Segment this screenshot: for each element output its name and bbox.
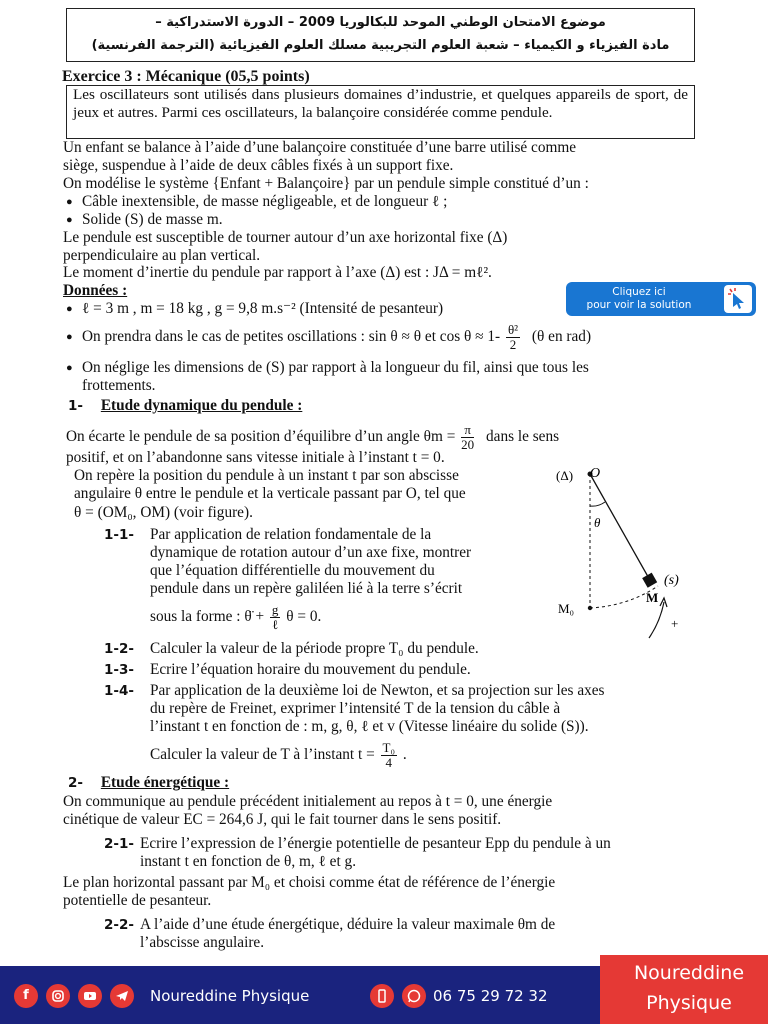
- header-line-2: مادة الفيزياء و الكيمياء – شعبة العلوم التجريبية مسلك العلوم الفيزيائية (الترجمة الفرنسية): [91, 38, 670, 53]
- solution-button[interactable]: [566, 282, 756, 316]
- para-line-5: perpendiculaire au plan vertical.: [63, 247, 261, 264]
- q22-line-2: l’abscisse angulaire.: [140, 934, 265, 951]
- donnee-2-unit: (θ en rad): [531, 328, 592, 346]
- q14-line-2: du repère de Freinet, exprimer l’intensité T de la tension du câble à: [150, 700, 561, 717]
- axis-label: (Δ): [556, 468, 574, 483]
- part2-line-3: Le plan horizontal passant par M₀ et choisi comme état de référence de l’énergie: [63, 874, 556, 891]
- frac-num: π: [461, 423, 474, 438]
- q11-line-2: dynamique de rotation autour d’un axe fixe, montrer: [150, 544, 472, 561]
- q11-equation: [150, 603, 321, 632]
- frac-den: ℓ: [272, 617, 279, 632]
- footer-name: Noureddine Physique: [150, 987, 310, 1005]
- part1-number: 1-: [68, 398, 83, 414]
- pendulum-figure: [548, 460, 698, 640]
- donnee-1-text: ℓ = 3 m , m = 18 kg , g = 9,8 m.s⁻² (Intensité de pesanteur): [82, 300, 444, 317]
- q14-eq-start: Calculer la valeur de T à l’instant t =: [150, 746, 375, 764]
- bullet-1: ● Câble inextensible, de masse négligeable, et de longueur ℓ ;: [66, 193, 448, 210]
- part1-line-4: angulaire θ entre le pendule et la verticale passant par O, tel que: [74, 485, 466, 502]
- para-line-3: On modélise le système {Enfant + Balançoire} par un pendule simple constitué d’un :: [63, 175, 589, 192]
- solid-s: [642, 573, 657, 588]
- q13-text: Ecrire l’équation horaire du mouvement du pendule.: [150, 661, 471, 678]
- phone-icon: [370, 984, 394, 1008]
- bullet-2: ● Solide (S) de masse m.: [66, 211, 223, 228]
- q22-line-1: A l’aide d’une étude énergétique, déduire la valeur maximale θm de: [140, 916, 556, 933]
- part1-line-3: On repère la position du pendule à un instant t par son abscisse: [74, 467, 459, 484]
- part1-title: Etude dynamique du pendule :: [100, 397, 303, 414]
- frac-num: θ²: [507, 322, 519, 337]
- q11-eq-end: θ = 0.: [286, 608, 322, 626]
- q14-line-3: l’instant t en fonction de : m, g, θ, ℓ et v (Vitesse linéaire du solide (S)).: [150, 718, 589, 735]
- q14-equation: [150, 741, 407, 770]
- whatsapp-icon[interactable]: [402, 984, 426, 1008]
- donnee-1: ● ℓ = 3 m , m = 18 kg , g = 9,8 m.s⁻² (Intensité de pesanteur): [66, 300, 444, 317]
- para-line-1: Un enfant se balance à l’aide d’une balançoire constituée d’une barre utilisé comme: [63, 139, 577, 156]
- part2-heading: [68, 774, 229, 793]
- part2-title: Etude énergétique :: [100, 774, 230, 791]
- donnee-3-cont: frottements.: [82, 377, 156, 394]
- part2-line-1: On communique au pendule précédent initialement au repos à t = 0, une énergie: [63, 793, 553, 810]
- q14-eq-end: .: [402, 746, 407, 764]
- q11-line-4: pendule dans un repère galiléen lié à la terre s’écrit: [150, 580, 463, 597]
- fraction-t0-4: [381, 741, 397, 770]
- para-line-6: Le moment d’inertie du pendule par rapport à l’axe (Δ) est : JΔ = mℓ².: [63, 264, 492, 281]
- part1-line-5: θ = (OM₀, OM) (voir figure).: [74, 504, 253, 521]
- footer-phone: 06 75 29 72 32: [433, 987, 548, 1005]
- intro-box: Les oscillateurs sont utilisés dans plusieurs domaines d’industrie, et quelques appareils de sport, de jeux et autres. Parmi ces oscillateurs, la balançoire considérée comme pendule.: [66, 85, 695, 139]
- plus-label: +: [671, 616, 679, 631]
- fraction-g-l: [270, 603, 281, 632]
- q11-number: 1-1-: [104, 527, 134, 543]
- o-label: O: [590, 466, 601, 481]
- exam-header: [66, 8, 695, 62]
- frac-num: g: [271, 602, 279, 617]
- para-line-2: siège, suspendue à l’aide de deux câbles fixés à un support fixe.: [63, 157, 454, 174]
- m0-point: [588, 606, 592, 610]
- part1-line-2: positif, et on l’abandonne sans vitesse initiale à l’instant t = 0.: [66, 449, 445, 466]
- solution-button-line2: pour voir la solution: [586, 299, 692, 311]
- youtube-icon[interactable]: [78, 984, 102, 1008]
- cursor-click-icon: [724, 285, 752, 313]
- q13-number: 1-3-: [104, 662, 134, 678]
- direction-arrow: [649, 602, 664, 638]
- exercise-title: Exercice 3 : Mécanique (05,5 points): [62, 68, 310, 85]
- part1-line-1-text: On écarte le pendule de sa position d’équilibre d’un angle θm =: [66, 428, 456, 446]
- q11-eq-start: sous la forme : θ̈ +: [150, 608, 265, 626]
- frac-den: 4: [385, 755, 393, 770]
- q12-number: 1-2-: [104, 641, 134, 657]
- para-line-4: Le pendule est susceptible de tourner autour d’un axe horizontal fixe (Δ): [63, 229, 508, 246]
- part2-line-4: potentielle de pesanteur.: [63, 892, 212, 909]
- q21-line-1: Ecrire l’expression de l’énergie potentielle de pesanteur Epp du pendule à un: [140, 835, 611, 852]
- q22-number: 2-2-: [104, 917, 134, 933]
- part2-line-2: cinétique de valeur EC = 264,6 J, qui le fait tourner dans le sens positif.: [63, 811, 502, 828]
- q11-line-1: Par application de relation fondamentale de la: [150, 526, 432, 543]
- bullet-2-text: Solide (S) de masse m.: [82, 211, 223, 228]
- part1-line-1: [66, 423, 559, 452]
- brand-line-2: Physique: [646, 992, 732, 1014]
- donnee-2: ● On prendra dans le cas de petites oscillations : sin θ ≈ θ et cos θ ≈ 1- $\frac{\text{θ²}}{2}$ (θ en rad): [66, 322, 592, 352]
- telegram-icon[interactable]: [110, 984, 134, 1008]
- q14-line-1: Par application de la deuxième loi de Newton, et sa projection sur les axes: [150, 682, 605, 699]
- facebook-icon[interactable]: f: [14, 984, 38, 1008]
- brand-line-1: Noureddine: [633, 962, 745, 984]
- m0-label: M₀: [558, 601, 575, 616]
- q11-line-3: que l’équation différentielle du mouvement du: [150, 562, 435, 579]
- q14-number: 1-4-: [104, 683, 134, 699]
- q12-text: Calculer la valeur de la période propre T₀ du pendule.: [150, 640, 479, 657]
- donnee-3-text: On néglige les dimensions de (S) par rapport à la longueur du fil, ainsi que tous les: [82, 359, 589, 376]
- fraction-pi-20: [461, 423, 474, 452]
- part2-number: 2-: [68, 775, 83, 791]
- donnee-3: ● On néglige les dimensions de (S) par rapport à la longueur du fil, ainsi que tous les: [66, 359, 589, 376]
- q21-line-2: instant t en fonction de θ, m, ℓ et g.: [140, 853, 357, 870]
- theta-label: θ: [594, 515, 601, 530]
- solution-button-line1: Cliquez ici: [612, 286, 666, 298]
- frac-den: 20: [461, 437, 475, 452]
- solution-button-label: [574, 286, 704, 312]
- header-line-1: موضوع الامتحان الوطني الموحد للبكالوريا 2009 – الدورة الاستدراكية –: [155, 15, 606, 30]
- fraction-theta-sq: [506, 323, 520, 352]
- theta-arc: [590, 502, 605, 506]
- part1-heading: [68, 397, 302, 416]
- bullet-1-text: Câble inextensible, de masse négligeable, et de longueur ℓ ;: [82, 193, 448, 210]
- donnees-title: Données :: [63, 282, 128, 299]
- m-label: M: [646, 590, 659, 605]
- instagram-icon[interactable]: [46, 984, 70, 1008]
- frac-den: 2: [509, 337, 517, 352]
- part1-line-1-end: dans le sens: [486, 428, 560, 446]
- s-label: (s): [664, 573, 679, 588]
- frac-num: T₀: [382, 740, 396, 755]
- donnee-2-text: On prendra dans le cas de petites oscillations : sin θ ≈ θ et cos θ ≈ 1-: [82, 328, 501, 346]
- q21-number: 2-1-: [104, 836, 134, 852]
